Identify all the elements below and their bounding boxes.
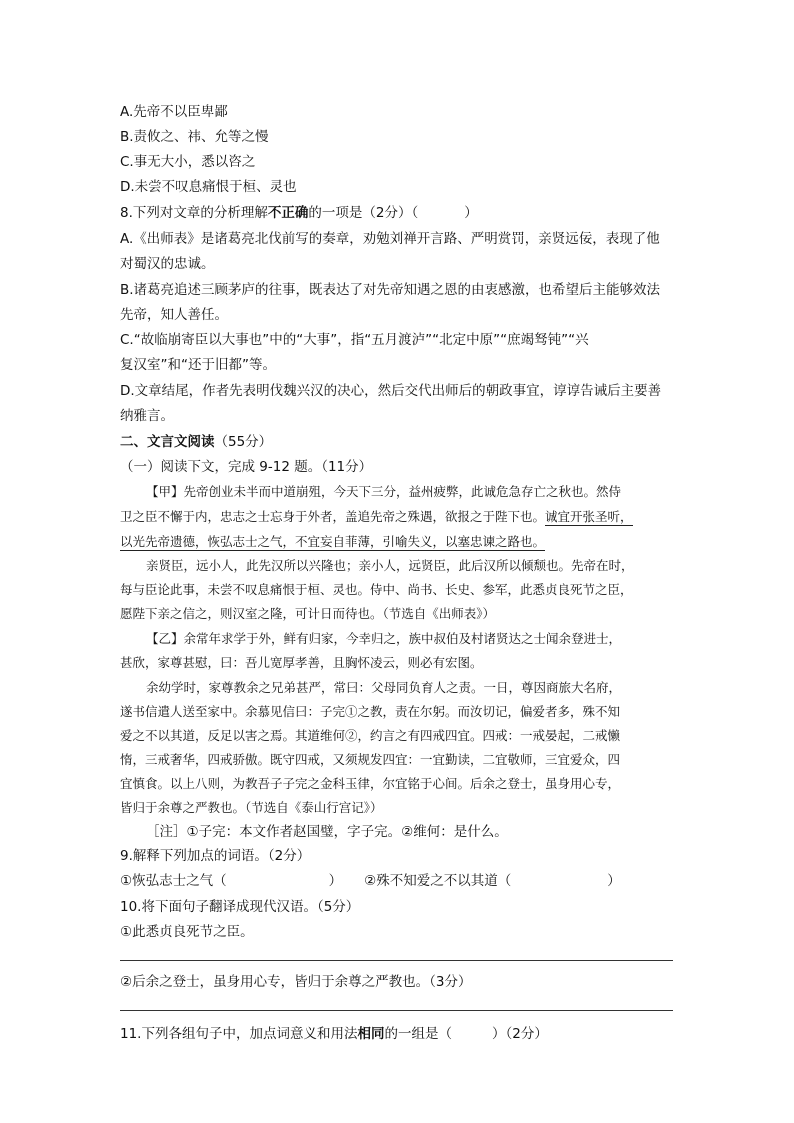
yi-p2-line1: 余幼学时，家尊教余之兄弟甚严，常曰：父母同负育人之责。一日，尊因商旅大名府， <box>146 680 622 695</box>
q7-option-a: A.先帝不以臣卑鄙 <box>120 104 228 120</box>
jia-p1-line2-text: 卫之臣不懈于内，忠志之士忘身于外者，盖追先帝之殊遇，欲报之于陛下也。 <box>120 509 546 524</box>
section-2-score: （55分） <box>214 434 273 450</box>
q10-answer-line-1[interactable] <box>120 960 673 961</box>
yi-p1-line2: 甚欣，家尊甚慰，曰：吾儿宽厚孝善，且胸怀凌云，则必有宏图。 <box>120 655 483 670</box>
annotation-note: ［注］①子完：本文作者赵国璧，字子完。②维何：是什么。 <box>146 824 508 840</box>
q8-option-a-line2: 对蜀汉的忠诚。 <box>120 256 215 272</box>
q8-option-a-line1: A.《出师表》是诸葛亮北伐前写的奏章，劝勉刘禅开言路、严明赏罚，亲贤远佞，表现了他 <box>120 231 660 247</box>
q7-option-b: B.责攸之、祎、允等之慢 <box>120 129 269 145</box>
section-2-heading <box>120 432 272 452</box>
q8-stem-bold: 不正确 <box>267 205 309 221</box>
q7-option-c: C.事无大小，悉以咨之 <box>120 154 256 170</box>
jia-underlined-sentence-2: 以光先帝遗德，恢弘志士之气，不宜妄自菲薄，引喻失义，以塞忠谏之路也。 <box>120 534 546 549</box>
yi-p2-line5: 宜慎食。以上八则，为教吾子子完之金科玉律，尔宜铭于心间。后余之登士，虽身用心专， <box>120 776 621 791</box>
yi-p2-line2: 遂书信遣人送至家中。余慕见信曰：子完①之教，责在尔躬。而汝切记，偏爱者多，殊不知 <box>120 704 621 719</box>
q8-stem-end: ） <box>464 205 478 221</box>
jia-p2-line1: 亲贤臣，远小人，此先汉所以兴隆也；亲小人，远贤臣，此后汉所以倾颓也。先帝在时， <box>146 558 634 573</box>
q10-stem: 10.将下面句子翻译成现代汉语。（5分） <box>120 899 360 915</box>
q8-stem <box>120 203 478 223</box>
q8-option-b-line1: B.诸葛亮追述三顾茅庐的往事，既表达了对先帝知遇之恩的由衷感激，也希望后主能够效法 <box>120 282 661 298</box>
q11-stem <box>120 1024 548 1044</box>
q9-item2: ②殊不知爱之不以其道（ <box>364 873 512 889</box>
q7-option-d: D.未尝不叹息痛恨于桓、灵也 <box>120 179 297 195</box>
q10-sentence-2: ②后余之登士，虽身用心专，皆归于余尊之严教也。（3分） <box>120 974 472 990</box>
q11-stem-bold: 相同 <box>357 1026 385 1042</box>
jia-p1-line3 <box>120 532 545 552</box>
yi-p1-line1: 【乙】余常年求学于外，鲜有归家，今幸归之，族中叔伯及村诸贤达之士闻余登进士， <box>146 631 622 646</box>
q11-stem-end: ）（2分） <box>491 1026 548 1042</box>
q10-answer-line-2[interactable] <box>120 1010 673 1011</box>
q8-option-d-line2: 纳雅言。 <box>120 408 174 424</box>
jia-p1-line1: 【甲】先帝创业未半而中道崩殂，今天下三分，益州疲弊，此诚危急存亡之秋也。然侍 <box>146 484 622 499</box>
q9-item2-end: ） <box>607 873 621 889</box>
yi-p2-line3: 爱之不以其道，反足以害之焉。其道维何②，约言之有四戒四宜。四戒：一戒晏起，二戒懒 <box>120 728 621 743</box>
jia-p2-line3: 愿陛下亲之信之，则汉室之隆，可计日而待也。（节选自《出师表》） <box>120 606 496 621</box>
q8-stem-post: 的一项是（2分）（ <box>308 205 419 221</box>
q8-option-c-line2: 复汉室”和“还于旧都”等。 <box>120 357 276 373</box>
q11-stem-post: 的一组是（ <box>384 1026 452 1042</box>
section-2-sub1: （一）阅读下文，完成 9-12 题。（11分） <box>120 459 373 475</box>
q8-option-c-line1: C.“故临崩寄臣以大事也”中的“大事”，指“五月渡泸”“北定中原”“庶竭驽钝”“兴 <box>120 332 589 348</box>
q10-sentence-1: ①此悉贞良死节之臣。 <box>120 924 254 940</box>
q9-stem: 9.解释下列加点的词语。（2分） <box>120 848 311 864</box>
yi-p2-line4: 惰，三戒奢华，四戒骄傲。既守四戒，又须规发四宜：一宜勤读，二宜敬师，三宜爱众，四 <box>120 752 621 767</box>
jia-underlined-sentence-1: 诚宜开张圣听， <box>545 509 633 524</box>
q9-items <box>120 871 621 891</box>
section-2-title: 二、文言文阅读 <box>120 434 215 450</box>
q8-option-d-line1: D.文章结尾，作者先表明伐魏兴汉的决心，然后交代出师后的朝政事宜，谆谆告诫后主要善 <box>120 383 662 399</box>
jia-p2-line2: 每与臣论此事，未尝不叹息痛恨于桓、灵也。侍中、尚书、长史、参军，此悉贞良死节之臣， <box>120 582 633 597</box>
q8-option-b-line2: 先帝，知人善任。 <box>120 307 228 323</box>
yi-p2-line6: 皆归于余尊之严教也。（节选自《泰山行宫记》） <box>120 800 383 815</box>
q8-stem-pre: 8.下列对文章的分析理解 <box>120 205 268 221</box>
q11-stem-pre: 11.下列各组句子中，加点词意义和用法 <box>120 1026 358 1042</box>
jia-p1-line2 <box>120 507 633 527</box>
q9-item1: ①恢弘志士之气（ <box>120 873 227 889</box>
q9-item1-end: ） <box>328 873 343 889</box>
